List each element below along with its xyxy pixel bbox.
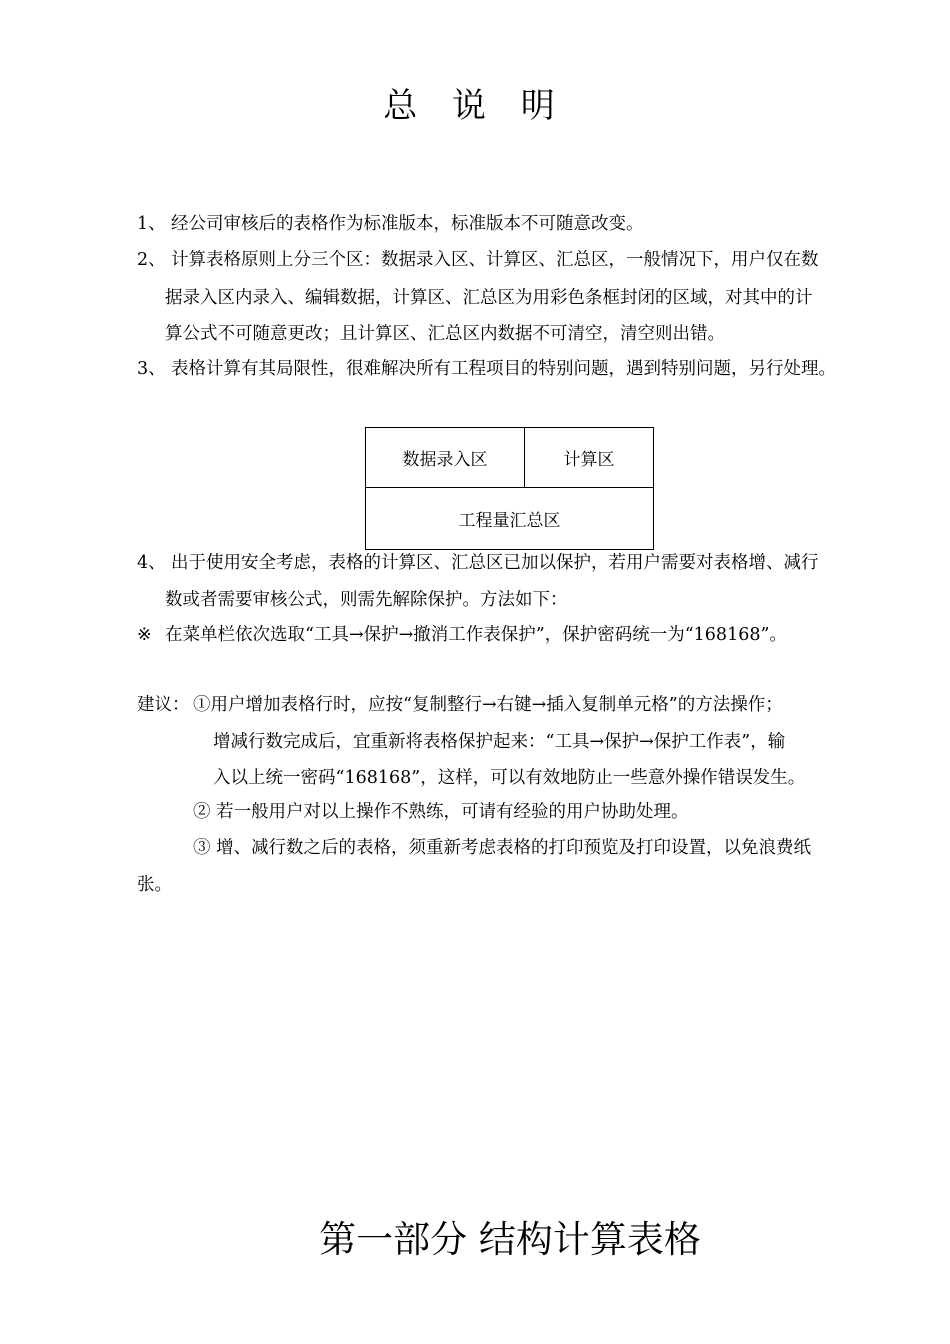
suggestion-1-line-2: 增减行数完成后，宜重新将表格保护起来：“工具→保护→保护工作表”，输	[213, 732, 786, 752]
suggestion-1-line-3: 入以上统一密码“168168”，这样，可以有效地防止一些意外操作错误发生。	[213, 768, 806, 788]
suggestion-label: 建议：	[137, 695, 190, 715]
calc-zone: 计算区	[525, 428, 654, 488]
suggestion-2: ② 若一般用户对以上操作不熟练，可请有经验的用户协助处理。	[193, 802, 689, 822]
item-4-line-2: 数或者需要审核公式，则需先解除保护。方法如下：	[165, 590, 568, 610]
item-1-number: 1、	[137, 214, 166, 234]
item-4-number: 4、	[137, 553, 166, 573]
zone-diagram	[365, 427, 654, 550]
item-2-line-3: 算公式不可随意更改；且计算区、汇总区内数据不可清空，清空则出错。	[165, 324, 725, 344]
page-title: 总 说 明	[383, 86, 567, 126]
data-entry-zone: 数据录入区	[366, 428, 525, 488]
item-1-text: 经公司审核后的表格作为标准版本，标准版本不可随意改变。	[171, 214, 644, 234]
note-text: 在菜单栏依次选取“工具→保护→撤消工作表保护”，保护密码统一为“168168”。	[165, 625, 787, 645]
suggestion-3-line-2: 张。	[137, 875, 172, 895]
note-mark: ※	[137, 625, 152, 645]
suggestion-3-line-1: ③ 增、减行数之后的表格，须重新考虑表格的打印预览及打印设置，以免浪费纸	[193, 838, 812, 858]
suggestion-1-line-1: ①用户增加表格行时，应按“复制整行→右键→插入复制单元格”的方法操作；	[193, 695, 783, 715]
part-title: 第一部分 结构计算表格	[319, 1218, 701, 1261]
item-2-line-1: 计算表格原则上分三个区：数据录入区、计算区、汇总区，一般情况下，用户仅在数	[171, 250, 819, 270]
item-3-number: 3、	[137, 359, 166, 379]
summary-zone: 工程量汇总区	[366, 488, 654, 550]
item-4-line-1: 出于使用安全考虑，表格的计算区、汇总区已加以保护，若用户需要对表格增、减行	[171, 553, 819, 573]
item-2-line-2: 据录入区内录入、编辑数据，计算区、汇总区为用彩色条框封闭的区域，对其中的计	[165, 288, 813, 308]
item-2-number: 2、	[137, 250, 166, 270]
item-3-text: 表格计算有其局限性，很难解决所有工程项目的特别问题，遇到特别问题，另行处理。	[171, 359, 836, 379]
